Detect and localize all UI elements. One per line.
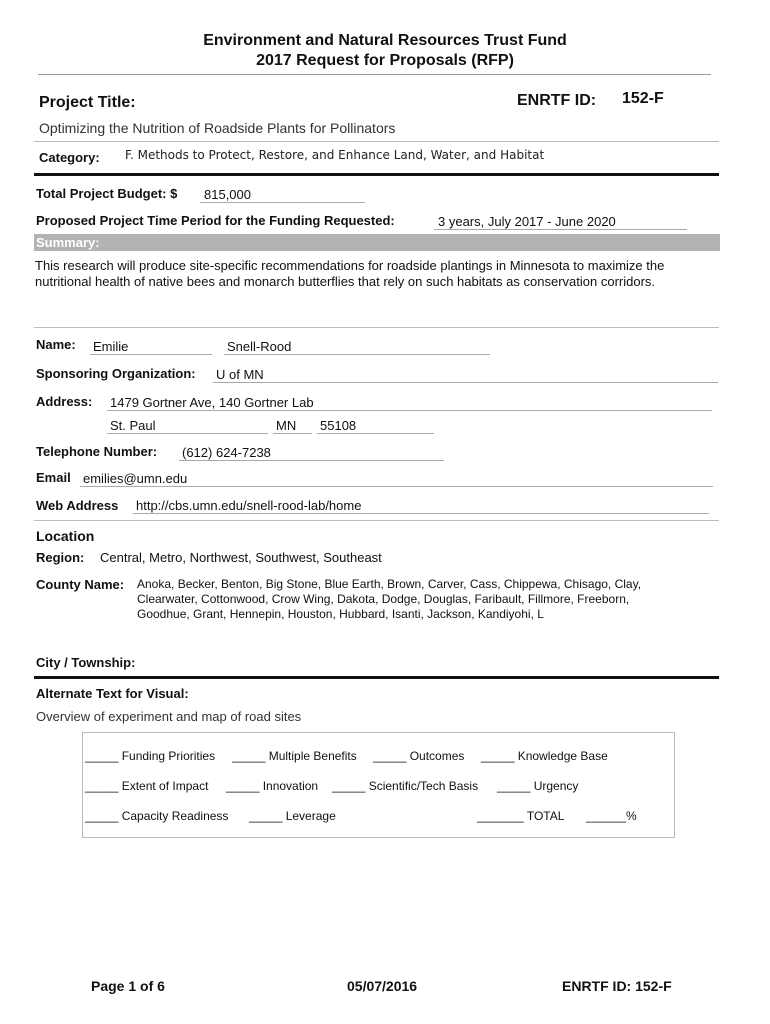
email-field[interactable]: emilies@umn.edu xyxy=(80,471,713,487)
enrtf-id-value: 152-F xyxy=(622,90,664,107)
visual-text: Overview of experiment and map of road sites xyxy=(36,709,302,724)
score-outcomes[interactable]: _____ Outcomes xyxy=(373,749,465,763)
project-title-label: Project Title: xyxy=(39,94,136,111)
region-label: Region: xyxy=(36,550,85,565)
score-multiple-benefits[interactable]: _____ Multiple Benefits xyxy=(232,749,357,763)
footer-date: 05/07/2016 xyxy=(347,978,418,994)
county-label: County Name: xyxy=(36,577,125,592)
category-value: F. Methods to Protect, Restore, and Enhance Land, Water, and Habitat xyxy=(125,148,545,162)
web-field[interactable]: http://cbs.umn.edu/snell-rood-lab/home xyxy=(133,498,709,514)
summary-label: Summary: xyxy=(36,235,100,250)
org-label: Sponsoring Organization: xyxy=(36,366,196,381)
score-percent[interactable]: ______% xyxy=(586,809,637,823)
score-innovation[interactable]: _____ Innovation xyxy=(226,779,319,793)
org-field[interactable]: U of MN xyxy=(213,367,718,383)
header-title: Environment and Natural Resources Trust Fund xyxy=(203,32,567,49)
project-title: Optimizing the Nutrition of Roadside Plants for Pollinators xyxy=(39,120,396,136)
score-total[interactable]: _______ TOTAL xyxy=(477,809,565,823)
city-township-label: City / Township: xyxy=(36,655,136,670)
city-field[interactable]: St. Paul xyxy=(107,418,268,434)
summary-rule xyxy=(34,327,719,328)
header-rule xyxy=(38,74,711,75)
score-scientific-basis[interactable]: _____ Scientific/Tech Basis xyxy=(332,779,479,793)
score-knowledge-base[interactable]: _____ Knowledge Base xyxy=(481,749,608,763)
footer-page: Page 1 of 6 xyxy=(91,978,165,994)
title-rule xyxy=(34,141,719,142)
county-line-3: Goodhue, Grant, Hennepin, Houston, Hubbard, Isanti, Jackson, Kandiyohi, L xyxy=(137,607,544,621)
visual-label: Alternate Text for Visual: xyxy=(36,686,189,701)
region-value: Central, Metro, Northwest, Southwest, Southeast xyxy=(100,550,382,565)
email-label: Email xyxy=(36,470,71,485)
contact-rule xyxy=(34,520,719,521)
footer-id: ENRTF ID: 152-F xyxy=(562,978,672,994)
score-extent-of-impact[interactable]: _____ Extent of Impact xyxy=(85,779,209,793)
state-field[interactable]: MN xyxy=(273,418,312,434)
header-subtitle: 2017 Request for Proposals (RFP) xyxy=(256,52,514,69)
summary-bar xyxy=(34,234,720,251)
zip-field[interactable]: 55108 xyxy=(317,418,434,434)
enrtf-id-label: ENRTF ID: xyxy=(517,92,597,109)
phone-label: Telephone Number: xyxy=(36,444,158,459)
last-name-field[interactable]: Snell-Rood xyxy=(224,339,490,355)
web-label: Web Address xyxy=(36,498,119,513)
county-line-2: Clearwater, Cottonwood, Crow Wing, Dakota, Dodge, Douglas, Faribault, Fillmore, Freeborn, xyxy=(137,592,630,606)
score-capacity-readiness[interactable]: _____ Capacity Readiness xyxy=(85,809,229,823)
score-urgency[interactable]: _____ Urgency xyxy=(497,779,579,793)
address-label: Address: xyxy=(36,394,93,409)
category-rule xyxy=(34,173,719,176)
location-rule xyxy=(34,676,719,679)
phone-field[interactable]: (612) 624-7238 xyxy=(179,445,444,461)
budget-field[interactable]: 815,000 xyxy=(200,187,365,203)
location-heading: Location xyxy=(36,528,95,544)
first-name-field[interactable]: Emilie xyxy=(90,339,212,355)
summary-text: This research will produce site-specific recommendations for roadside plantings in Minnesota to maximize the nutritional health of native bees and monarch butterflies that rely on such habitats as conservation corridors. xyxy=(35,258,665,289)
budget-label: Total Project Budget: $ xyxy=(36,186,178,201)
score-funding-priorities[interactable]: _____ Funding Priorities xyxy=(85,749,216,763)
period-field[interactable]: 3 years, July 2017 - June 2020 xyxy=(434,214,687,230)
category-label: Category: xyxy=(39,150,100,165)
period-label: Proposed Project Time Period for the Funding Requested: xyxy=(36,213,395,228)
county-line-1: Anoka, Becker, Benton, Big Stone, Blue Earth, Brown, Carver, Cass, Chippewa, Chisago, Clay, xyxy=(137,577,642,591)
score-leverage[interactable]: _____ Leverage xyxy=(249,809,336,823)
name-label: Name: xyxy=(36,337,76,352)
address-field[interactable]: 1479 Gortner Ave, 140 Gortner Lab xyxy=(107,395,712,411)
